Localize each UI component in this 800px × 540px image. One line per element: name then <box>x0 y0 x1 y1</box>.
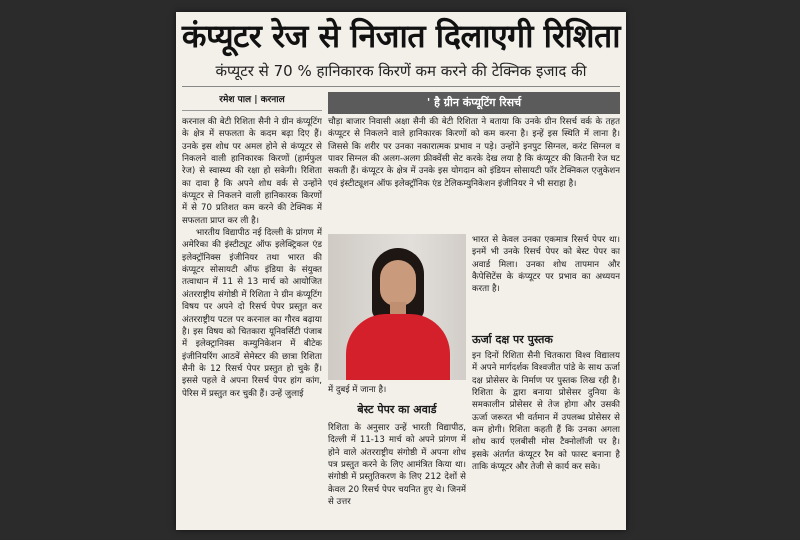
article-column-3-bottom <box>472 350 620 528</box>
paragraph: भारतीय विद्यापीठ नई दिल्ली के प्रांगण में अमेरिका की इंस्टीट्यूट ऑफ इलेक्ट्रिकल एंड इलेक्ट्रॉनिक्स इंजीनियर तथा भारत की कंप्यूटर सोसायटी ऑफ इंडिया के संयुक्त तत्वाधान में 11 से 13 मार्च को आयोजित अंतरराष्ट्रीय संगोष्ठी में रिशिता ने ग्रीन कंप्यूटिंग विषय पर अपने दो रिसर्च पेपर प्रस्तुत कर अंतरराष्ट्रीय पटल पर करनाल का गौरव बढ़ाया है। इस विषय को चितकारा यूनिवर्सिटी पंजाब में इलेक्ट्रानिक्स कम्युनिकेशन में बीटेक इंजीनियरिंग आठवें सेमेस्टर की छात्रा रिशिता सैनी के 12 रिसर्च पेपर प्रस्तुत हो चुके हैं। इससे पहले वे अपना रिसर्च पेपर हांग कांग, पेरिस में प्रस्तुत कर चुकी हैं। उन्हें जुलाई <box>182 228 322 399</box>
article-column-2-top <box>328 116 620 228</box>
headline: कंप्यूटर रेज से निजात दिलाएगी रिशिता <box>181 17 621 55</box>
article-column-3-top <box>472 234 620 330</box>
article-column-2-bottom <box>328 422 466 528</box>
paragraph: करनाल की बेटी रिशिता सैनी ने ग्रीन कंप्यूटिंग के क्षेत्र में सफलता के कदम बढ़ा दिए हैं। उनके इस शोध पर अमल होने से कंप्यूटर से निकलने वाली हानिकारक किरणों (हार्मफुल रेज) से स्वास्थ्य की रक्षा हो सकेगी। रिशिता का दावा है कि अपने शोध वर्क से उन्होंने कंप्यूटर से निकलने वाली हानिकारक किरणों में से 70 प्रतिशत कम करने की टेक्निक में सफलता प्राप्त कर ली है। <box>182 117 322 226</box>
paragraph: इन दिनों रिशिता सैनी चितकारा विश्व विद्यालय में अपने मार्गदर्शक विश्वजीत पांडे के साथ ऊर्जा दक्ष प्रोसेसर के निर्माण पर पुस्तक लिख रही है। रिशिता के द्वारा बनाया प्रोसेसर दुनिया के समकालीन प्रोसेसर से तेज होगा और उसकी ऊर्जा जरूरत भी वर्तमान में उपलब्ध प्रोसेसर से कम होगी। रिशिता कहती हैं कि उनका अगला शोध कार्य एलबीसी मोस टैक्नोलॉजी पर है। इसके अंतर्गत कंप्यूटर रैम को फास्ट बनाना है ताकि कंप्यूटर और तेजी से कार्य कर सके। <box>472 351 620 473</box>
portrait-photo <box>328 234 466 380</box>
photo-caption: में दुबई में जाना है। <box>328 385 387 395</box>
subheading-award: बेस्ट पेपर का अवार्ड <box>357 403 437 416</box>
byline: रमेश पाल | करनाल <box>182 90 322 111</box>
paragraph: भारत से केवल उनका एकमात्र रिसर्च पेपर था। इनमें भी उनके रिसर्च पेपर को बेस्ट पेपर का अवार्ड मिला। उनका शोध तापमान और कैपेसिटेंस के कंप्यूटर पर प्रभाव का अध्ययन करता है। <box>472 235 620 295</box>
divider <box>182 86 620 87</box>
paragraph: चौड़ा बाजार निवासी अक्षा सैनी की बेटी रिशिता ने बताया कि उनके ग्रीन रिसर्च वर्क के तहत कंप्यूटर से निकलने वाले हानिकारक किरणों को कम करना है। इन्हें इस स्थिति में लाना है। जिससे कि शरीर पर उनका नकारात्मक प्रभाव न पड़े। उन्होंने इनपुट सिग्नल, करंट सिग्नल व पावर सिग्नल की अलग-अलग फ्रीक्वेंसी सेट करके देख लया है कि कंप्यूटर की कितनी रेज घट सकती हैं। कंप्यूटर के क्षेत्र में उनके इस योगदान को इंडियन सोसायटी फॉर टेक्निकल एजुकेशन एवं इंस्टीट्यूशन ऑफ इलेक्ट्रॉनिक एंड टेलिकम्युनिकेशन इंजीनियर ने भी सराहा है। <box>328 117 620 189</box>
subheadline: कंप्यूटर से 70 % हानिकारक किरणें कम करने की टेक्निक इजाद की <box>215 62 587 80</box>
paragraph: रिशिता के अनुसार उन्हें भारती विद्यापीठ, दिल्ली में 11-13 मार्च को अपने प्रांगण में होने वाले अंतरराष्ट्रीय संगोष्ठी में अपना शोध पत्र प्रस्तुत करने के लिए आमंत्रित किया था। संगोष्ठी में प्रस्तुतिकरण के लिए 212 देशों से केवल 20 रिसर्च पेपर चयनित हुए थे। जिनमें से उत्तर <box>328 423 466 508</box>
article-column-1 <box>182 116 322 526</box>
subheading-book: ऊर्जा दक्ष पर पुस्तक <box>472 333 553 346</box>
section-banner: ' है ग्रीन कंप्यूटिंग रिसर्च <box>328 92 620 114</box>
newspaper-clipping <box>176 12 626 530</box>
